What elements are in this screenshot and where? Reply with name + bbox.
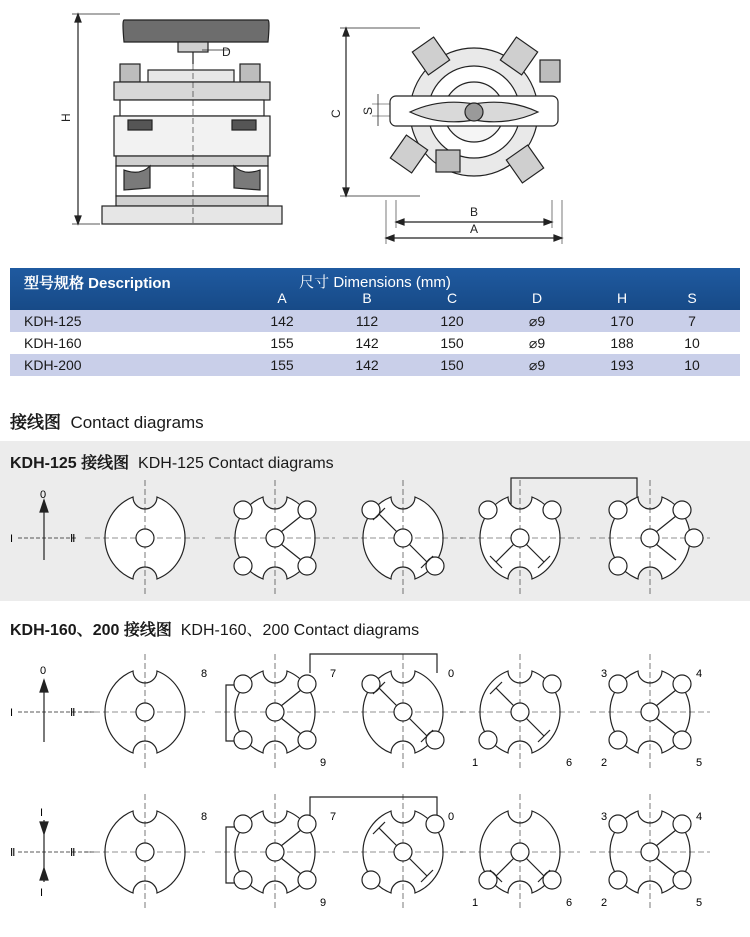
contact-disc (343, 794, 463, 910)
table-cell: ⌀9 (528, 335, 546, 351)
dimensions-header: 尺寸 Dimensions (mm) (299, 274, 451, 291)
contact-disc (343, 480, 463, 596)
contact-disc (590, 654, 710, 770)
table-row (10, 354, 740, 376)
table-cell: 193 (610, 357, 634, 373)
pos-label-1: I (10, 533, 14, 545)
table-cell: 10 (684, 357, 700, 373)
model-cell: KDH-160 (24, 335, 82, 351)
kdh125-position-indicator (18, 500, 76, 560)
table-row (10, 332, 740, 354)
terminal-label: 1 (472, 757, 479, 769)
terminal-label: 9 (320, 757, 327, 769)
table-cell: ⌀9 (528, 313, 546, 329)
table-cell: 142 (270, 313, 294, 329)
table-cell: 170 (610, 313, 634, 329)
pos-label-1: I (40, 807, 44, 819)
table-cell: 10 (684, 335, 700, 351)
contact-section-title (10, 408, 204, 433)
pos-label-0: 0 (40, 489, 47, 501)
terminal-label: 7 (330, 811, 337, 823)
kdh160-title-cn: KDH-160、200 接线图 (10, 622, 172, 639)
table-cell: 120 (440, 313, 464, 329)
column-header: A (277, 290, 287, 306)
terminal-label: 3 (601, 811, 608, 823)
table-cell: 155 (270, 357, 294, 373)
contact-disc (590, 480, 710, 596)
terminal-label: 3 (601, 668, 608, 680)
technical-drawings (0, 0, 750, 262)
contact-diagrams (0, 441, 750, 937)
label-a: A (470, 222, 479, 236)
pos-label-2: Ⅱ (70, 707, 76, 719)
table-cell: 155 (270, 335, 294, 351)
label-c: C (329, 109, 343, 118)
contact-disc (460, 480, 580, 596)
label-d: D (222, 45, 231, 59)
contact-disc (85, 654, 208, 770)
dimensions-table (10, 268, 740, 376)
top-view-drawing (340, 28, 562, 244)
terminal-label: 5 (696, 897, 703, 909)
description-header: 型号规格 Description (24, 275, 171, 292)
table-cell: 150 (440, 357, 464, 373)
kdh125-title-cn: KDH-125 接线图 (10, 455, 130, 472)
kdh160-title-en: KDH-160、200 Contact diagrams (180, 622, 420, 639)
terminal-label: 4 (696, 668, 703, 680)
contact-disc (85, 794, 208, 910)
terminal-label: 6 (566, 897, 573, 909)
contact-disc (590, 794, 710, 910)
contact-title-en: Contact diagrams (70, 413, 204, 432)
column-header: C (446, 290, 458, 306)
terminal-label: 4 (696, 811, 703, 823)
contact-disc (343, 654, 463, 770)
model-cell: KDH-200 (24, 357, 82, 373)
contact-title-cn: 接线图 (10, 413, 61, 432)
contact-disc (215, 654, 335, 770)
table-cell: 142 (355, 357, 379, 373)
front-view-drawing (72, 14, 282, 224)
contact-disc (215, 794, 335, 910)
terminal-label: 2 (601, 897, 608, 909)
terminal-label: 0 (448, 811, 455, 823)
terminal-label: 7 (330, 668, 337, 680)
terminal-label: 0 (448, 668, 455, 680)
contact-disc (85, 480, 205, 596)
terminal-label: 1 (472, 897, 479, 909)
table-cell: 112 (355, 313, 379, 329)
label-h: H (59, 113, 73, 122)
pos-label-1: I (40, 887, 44, 899)
contact-disc (460, 794, 580, 910)
table-cell: 142 (355, 335, 379, 351)
terminal-label: 8 (201, 811, 208, 823)
label-b: B (470, 205, 479, 219)
kdh125-title-en: KDH-125 Contact diagrams (138, 455, 334, 472)
pos-label-2: Ⅱ (70, 533, 76, 545)
label-s: S (361, 106, 375, 115)
column-header: D (531, 290, 543, 306)
model-cell: KDH-125 (24, 313, 82, 329)
column-header: S (687, 290, 697, 306)
pos-label-2: Ⅱ (70, 847, 76, 859)
terminal-label: 2 (601, 757, 608, 769)
column-header: B (362, 290, 372, 306)
contact-disc (215, 480, 335, 596)
kdh160-position-indicator-2 (18, 820, 96, 882)
terminal-label: 5 (696, 757, 703, 769)
table-row (10, 310, 740, 332)
table-cell: ⌀9 (528, 357, 546, 373)
pos-label-2: Ⅱ (10, 847, 16, 859)
kdh160-position-indicator-1 (18, 680, 96, 742)
contact-disc (460, 654, 580, 770)
terminal-label: 9 (320, 897, 327, 909)
column-header: H (616, 290, 628, 306)
table-cell: 188 (610, 335, 634, 351)
table-header (10, 268, 740, 310)
terminal-label: 8 (201, 668, 208, 680)
table-cell: 150 (440, 335, 464, 351)
pos-label-1: I (10, 707, 14, 719)
table-cell: 7 (688, 313, 696, 329)
pos-label-0: 0 (40, 665, 47, 677)
terminal-label: 6 (566, 757, 573, 769)
